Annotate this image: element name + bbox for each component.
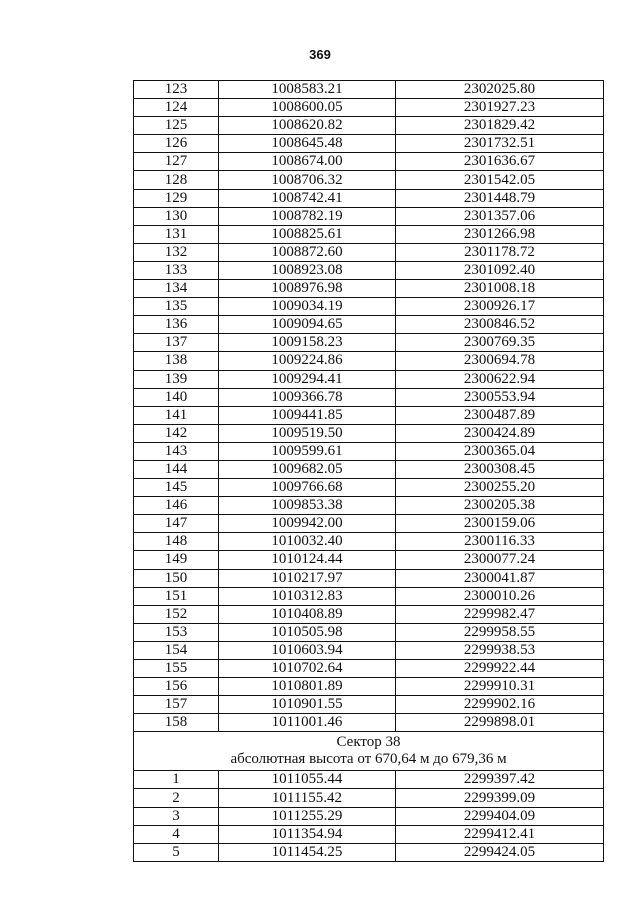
x-coordinate-cell: 1008825.61 [219, 225, 396, 243]
table-row [134, 316, 604, 334]
point-number-cell: 129 [134, 189, 219, 207]
x-coordinate-cell: 1010312.83 [219, 587, 396, 605]
y-coordinate-cell: 2300694.78 [396, 352, 604, 370]
point-number-cell: 157 [134, 696, 219, 714]
table-row [134, 261, 604, 279]
y-coordinate-cell: 2302025.80 [396, 81, 604, 99]
table-row [134, 696, 604, 714]
table-row [134, 298, 604, 316]
sector-header-cell [134, 732, 604, 771]
y-coordinate-cell: 2299958.55 [396, 623, 604, 641]
point-number-cell: 152 [134, 605, 219, 623]
point-number-cell: 158 [134, 714, 219, 732]
coordinates-rows-bottom [134, 771, 604, 861]
point-number-cell: 140 [134, 388, 219, 406]
x-coordinate-cell: 1008674.00 [219, 153, 396, 171]
x-coordinate-cell: 1009158.23 [219, 334, 396, 352]
y-coordinate-cell: 2299910.31 [396, 678, 604, 696]
point-number-cell: 5 [134, 843, 219, 861]
table-row [134, 424, 604, 442]
table-row [134, 807, 604, 825]
y-coordinate-cell: 2301448.79 [396, 189, 604, 207]
point-number-cell: 145 [134, 479, 219, 497]
point-number-cell: 132 [134, 243, 219, 261]
point-number-cell: 146 [134, 497, 219, 515]
sector-header-group [134, 732, 604, 771]
table-row [134, 370, 604, 388]
x-coordinate-cell: 1011001.46 [219, 714, 396, 732]
point-number-cell: 125 [134, 117, 219, 135]
point-number-cell: 149 [134, 551, 219, 569]
page-number: 369 [309, 47, 331, 62]
y-coordinate-cell: 2299412.41 [396, 825, 604, 843]
x-coordinate-cell: 1009853.38 [219, 497, 396, 515]
y-coordinate-cell: 2299397.42 [396, 771, 604, 789]
x-coordinate-cell: 1010217.97 [219, 569, 396, 587]
y-coordinate-cell: 2300926.17 [396, 298, 604, 316]
table-row [134, 189, 604, 207]
table-row [134, 117, 604, 135]
y-coordinate-cell: 2301092.40 [396, 261, 604, 279]
point-number-cell: 156 [134, 678, 219, 696]
x-coordinate-cell: 1010901.55 [219, 696, 396, 714]
y-coordinate-cell: 2300553.94 [396, 388, 604, 406]
point-number-cell: 144 [134, 460, 219, 478]
table-row [134, 81, 604, 99]
y-coordinate-cell: 2299404.09 [396, 807, 604, 825]
point-number-cell: 141 [134, 406, 219, 424]
x-coordinate-cell: 1009599.61 [219, 442, 396, 460]
x-coordinate-cell: 1010702.64 [219, 660, 396, 678]
point-number-cell: 153 [134, 623, 219, 641]
table-row [134, 714, 604, 732]
y-coordinate-cell: 2301178.72 [396, 243, 604, 261]
point-number-cell: 1 [134, 771, 219, 789]
table-row [134, 352, 604, 370]
point-number-cell: 3 [134, 807, 219, 825]
x-coordinate-cell: 1011354.94 [219, 825, 396, 843]
point-number-cell: 127 [134, 153, 219, 171]
point-number-cell: 126 [134, 135, 219, 153]
point-number-cell: 131 [134, 225, 219, 243]
point-number-cell: 124 [134, 99, 219, 117]
x-coordinate-cell: 1009366.78 [219, 388, 396, 406]
x-coordinate-cell: 1008742.41 [219, 189, 396, 207]
y-coordinate-cell: 2300365.04 [396, 442, 604, 460]
x-coordinate-cell: 1008976.98 [219, 280, 396, 298]
y-coordinate-cell: 2299898.01 [396, 714, 604, 732]
table-row [134, 406, 604, 424]
x-coordinate-cell: 1009682.05 [219, 460, 396, 478]
table-row [134, 225, 604, 243]
point-number-cell: 136 [134, 316, 219, 334]
sector-title: Сектор 38 [336, 734, 401, 751]
table-row [134, 587, 604, 605]
x-coordinate-cell: 1010124.44 [219, 551, 396, 569]
y-coordinate-cell: 2299902.16 [396, 696, 604, 714]
x-coordinate-cell: 1009441.85 [219, 406, 396, 424]
y-coordinate-cell: 2300424.89 [396, 424, 604, 442]
y-coordinate-cell: 2300116.33 [396, 533, 604, 551]
x-coordinate-cell: 1010408.89 [219, 605, 396, 623]
table-row [134, 460, 604, 478]
y-coordinate-cell: 2300846.52 [396, 316, 604, 334]
y-coordinate-cell: 2300308.45 [396, 460, 604, 478]
y-coordinate-cell: 2301636.67 [396, 153, 604, 171]
table-row [134, 171, 604, 189]
table-row [134, 497, 604, 515]
point-number-cell: 147 [134, 515, 219, 533]
y-coordinate-cell: 2300769.35 [396, 334, 604, 352]
table-row [134, 605, 604, 623]
y-coordinate-cell: 2301732.51 [396, 135, 604, 153]
y-coordinate-cell: 2301927.23 [396, 99, 604, 117]
y-coordinate-cell: 2299938.53 [396, 641, 604, 659]
table-row [134, 207, 604, 225]
y-coordinate-cell: 2300010.26 [396, 587, 604, 605]
x-coordinate-cell: 1008872.60 [219, 243, 396, 261]
table-row [134, 533, 604, 551]
x-coordinate-cell: 1008620.82 [219, 117, 396, 135]
x-coordinate-cell: 1009942.00 [219, 515, 396, 533]
point-number-cell: 148 [134, 533, 219, 551]
point-number-cell: 134 [134, 280, 219, 298]
y-coordinate-cell: 2300159.06 [396, 515, 604, 533]
y-coordinate-cell: 2300077.24 [396, 551, 604, 569]
x-coordinate-cell: 1009766.68 [219, 479, 396, 497]
y-coordinate-cell: 2300622.94 [396, 370, 604, 388]
x-coordinate-cell: 1011155.42 [219, 789, 396, 807]
y-coordinate-cell: 2299424.05 [396, 843, 604, 861]
table-row [134, 479, 604, 497]
x-coordinate-cell: 1010032.40 [219, 533, 396, 551]
table-row [134, 388, 604, 406]
x-coordinate-cell: 1008600.05 [219, 99, 396, 117]
y-coordinate-cell: 2301829.42 [396, 117, 604, 135]
x-coordinate-cell: 1008782.19 [219, 207, 396, 225]
point-number-cell: 151 [134, 587, 219, 605]
x-coordinate-cell: 1008923.08 [219, 261, 396, 279]
x-coordinate-cell: 1009094.65 [219, 316, 396, 334]
x-coordinate-cell: 1008706.32 [219, 171, 396, 189]
x-coordinate-cell: 1011055.44 [219, 771, 396, 789]
x-coordinate-cell: 1009519.50 [219, 424, 396, 442]
x-coordinate-cell: 1009034.19 [219, 298, 396, 316]
table-row [134, 641, 604, 659]
y-coordinate-cell: 2301542.05 [396, 171, 604, 189]
table-row [134, 789, 604, 807]
table-row [134, 843, 604, 861]
table-row [134, 515, 604, 533]
sector-header-row [134, 732, 604, 771]
y-coordinate-cell: 2301008.18 [396, 280, 604, 298]
point-number-cell: 155 [134, 660, 219, 678]
x-coordinate-cell: 1008583.21 [219, 81, 396, 99]
x-coordinate-cell: 1011454.25 [219, 843, 396, 861]
point-number-cell: 142 [134, 424, 219, 442]
point-number-cell: 133 [134, 261, 219, 279]
table-row [134, 660, 604, 678]
coordinates-rows-top [134, 81, 604, 732]
x-coordinate-cell: 1009294.41 [219, 370, 396, 388]
point-number-cell: 139 [134, 370, 219, 388]
x-coordinate-cell: 1008645.48 [219, 135, 396, 153]
point-number-cell: 4 [134, 825, 219, 843]
y-coordinate-cell: 2300255.20 [396, 479, 604, 497]
table-row [134, 334, 604, 352]
sector-subtitle: абсолютная высота от 670,64 м до 679,36 м [230, 751, 507, 768]
x-coordinate-cell: 1010603.94 [219, 641, 396, 659]
table-row [134, 825, 604, 843]
point-number-cell: 123 [134, 81, 219, 99]
point-number-cell: 138 [134, 352, 219, 370]
table-row [134, 569, 604, 587]
y-coordinate-cell: 2299982.47 [396, 605, 604, 623]
table-row [134, 153, 604, 171]
x-coordinate-cell: 1011255.29 [219, 807, 396, 825]
coordinates-table [133, 80, 604, 862]
point-number-cell: 137 [134, 334, 219, 352]
point-number-cell: 143 [134, 442, 219, 460]
point-number-cell: 154 [134, 641, 219, 659]
point-number-cell: 128 [134, 171, 219, 189]
y-coordinate-cell: 2300205.38 [396, 497, 604, 515]
x-coordinate-cell: 1010505.98 [219, 623, 396, 641]
point-number-cell: 2 [134, 789, 219, 807]
x-coordinate-cell: 1009224.86 [219, 352, 396, 370]
point-number-cell: 135 [134, 298, 219, 316]
y-coordinate-cell: 2299399.09 [396, 789, 604, 807]
table-row [134, 771, 604, 789]
table-row [134, 623, 604, 641]
y-coordinate-cell: 2301357.06 [396, 207, 604, 225]
table-row [134, 551, 604, 569]
table-row [134, 678, 604, 696]
table-row [134, 135, 604, 153]
y-coordinate-cell: 2300487.89 [396, 406, 604, 424]
y-coordinate-cell: 2299922.44 [396, 660, 604, 678]
y-coordinate-cell: 2300041.87 [396, 569, 604, 587]
x-coordinate-cell: 1010801.89 [219, 678, 396, 696]
point-number-cell: 150 [134, 569, 219, 587]
y-coordinate-cell: 2301266.98 [396, 225, 604, 243]
coordinates-table-container [133, 80, 603, 862]
table-row [134, 442, 604, 460]
point-number-cell: 130 [134, 207, 219, 225]
table-row [134, 99, 604, 117]
table-row [134, 243, 604, 261]
table-row [134, 280, 604, 298]
